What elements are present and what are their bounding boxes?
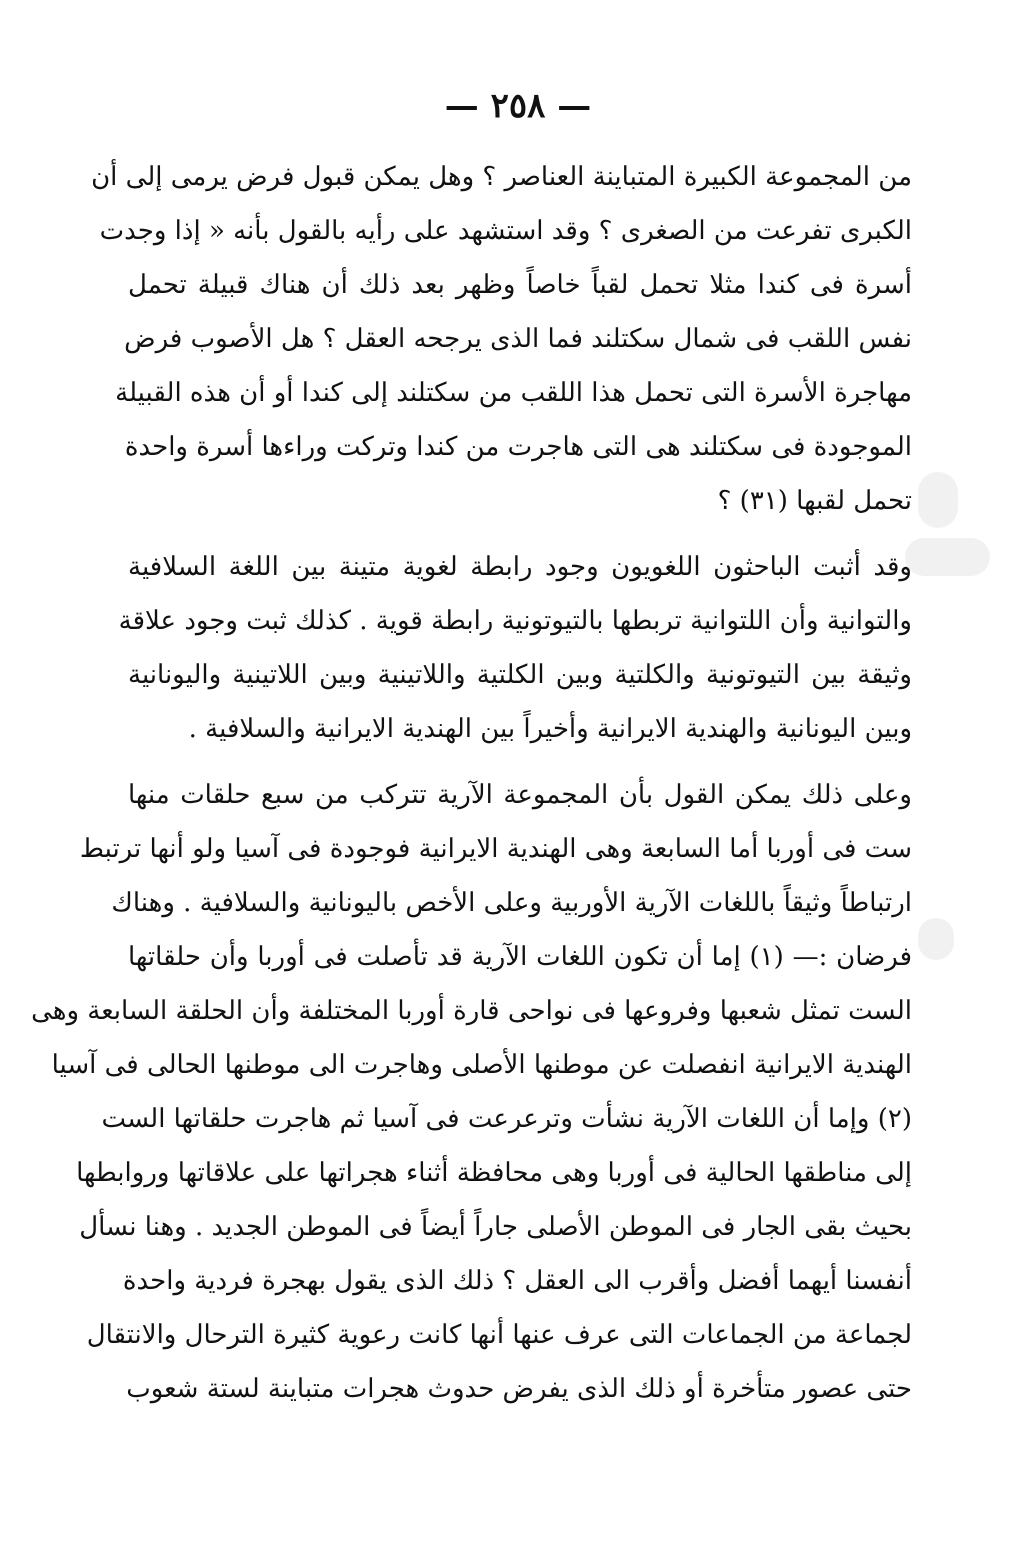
text-line: الست تمثل شعبها وفروعها فى نواحى قارة أوربا المختلفة وأن الحلقة السابعة وهى <box>31 996 912 1026</box>
paragraph <box>31 768 912 1416</box>
text-line: لجماعة من الجماعات التى عرف عنها أنها كانت رعوية كثيرة الترحال والانتقال <box>86 1320 912 1350</box>
text-line: الهندية الايرانية انفصلت عن موطنها الأصلى وهاجرت الى موطنها الحالى فى آسيا <box>51 1050 912 1080</box>
paragraph-gap <box>128 756 912 768</box>
scan-smudge <box>918 472 958 528</box>
text-line: وعلى ذلك يمكن القول بأن المجموعة الآرية تتركب من سبع حلقات منها <box>128 780 912 810</box>
paragraph-gap <box>128 528 912 540</box>
text-line: إلى مناطقها الحالية فى أوربا وهى محافظة أثناء هجراتها على علاقاتها وروابطها <box>76 1158 912 1188</box>
text-line: والتوانية وأن اللتوانية تربطها بالتيوتونية رابطة قوية . كذلك ثبت وجود علاقة <box>118 606 912 636</box>
body-text <box>31 150 912 1416</box>
text-line: تحمل لقبها (٣١) ؟ <box>717 486 912 516</box>
text-line: ارتباطاً وثيقاً باللغات الآرية الأوربية وعلى الأخص باليونانية والسلافية . وهناك <box>111 888 912 918</box>
paragraph <box>118 540 912 756</box>
text-line: فرضان :— (١) إما أن تكون اللغات الآرية قد تأصلت فى أوربا وأن حلقاتها <box>128 942 912 972</box>
paragraph <box>91 150 912 528</box>
text-line: وقد أثبت الباحثون اللغويون وجود رابطة لغوية متينة بين اللغة السلافية <box>128 552 912 582</box>
text-line: بحيث بقى الجار فى الموطن الأصلى جاراً أيضاً فى الموطن الجديد . وهنا نسأل <box>79 1212 912 1242</box>
text-line: (٢) وإما أن اللغات الآرية نشأت وترعرعت فى آسيا ثم هاجرت حلقاتها الست <box>101 1104 912 1134</box>
text-line: الموجودة فى سكتلند هى التى هاجرت من كندا وتركت وراءها أسرة واحدة <box>124 432 912 462</box>
text-line: أسرة فى كندا مثلا تحمل لقباً خاصاً وظهر بعد ذلك أن هناك قبيلة تحمل <box>128 270 912 300</box>
text-line: أنفسنا أيهما أفضل وأقرب الى العقل ؟ ذلك الذى يقول بهجرة فردية واحدة <box>122 1266 912 1296</box>
text-line: حتى عصور متأخرة أو ذلك الذى يفرض حدوث هجرات متباينة لستة شعوب <box>126 1374 912 1404</box>
text-line: ست فى أوربا أما السابعة وهى الهندية الايرانية فوجودة فى آسيا ولو أنها ترتبط <box>79 834 912 864</box>
text-line: نفس اللقب فى شمال سكتلند فما الذى يرجحه العقل ؟ هل الأصوب فرض <box>124 324 912 354</box>
text-line: الكبرى تفرعت من الصغرى ؟ وقد استشهد على رأيه بالقول بأنه « إذا وجدت <box>99 216 912 246</box>
scan-smudge <box>905 538 990 576</box>
text-line: وثيقة بين التيوتونية والكلتية وبين الكلتية واللاتينية وبين اللاتينية واليونانية <box>128 660 912 690</box>
page-number: — ٢٥٨ — <box>444 86 592 126</box>
text-line: من المجموعة الكبيرة المتباينة العناصر ؟ وهل يمكن قبول فرض يرمى إلى أن <box>91 162 912 192</box>
scan-smudge <box>918 918 954 960</box>
text-line: مهاجرة الأسرة التى تحمل هذا اللقب من سكتلند إلى كندا أو أن هذه القبيلة <box>115 378 912 408</box>
text-line: وبين اليونانية والهندية الايرانية وأخيراً بين الهندية الايرانية والسلافية . <box>188 714 912 744</box>
